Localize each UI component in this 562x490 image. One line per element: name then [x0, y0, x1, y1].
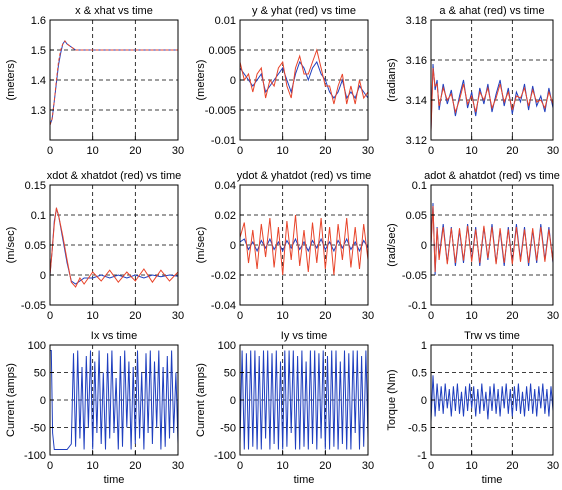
x-tick-label: 20	[129, 145, 142, 157]
chart-panel-8	[195, 330, 374, 486]
y-axis-label: (m/sec)	[195, 226, 207, 264]
x-tick-label: 30	[361, 460, 375, 472]
y-tick-label: 1.3	[30, 105, 46, 117]
chart-title: x & xhat vs time	[75, 5, 153, 17]
x-tick-label: 10	[276, 145, 289, 157]
x-tick-label: 0	[236, 145, 244, 157]
y-tick-label: -0.05	[401, 270, 427, 282]
y-tick-label: -0.5	[408, 422, 427, 435]
x-tick-label: 10	[86, 145, 99, 157]
y-tick-label: 3.14	[405, 95, 427, 107]
chart-panel-7	[5, 330, 184, 486]
x-tick-label: 30	[546, 310, 560, 322]
y-tick-label: -100	[213, 450, 236, 462]
chart-panel-2	[195, 5, 374, 157]
y-tick-label: -0.01	[210, 135, 236, 147]
chart-title: adot & ahatdot (red) vs time	[424, 170, 560, 182]
y-axis-label: (meters)	[5, 59, 17, 101]
series-line-2	[431, 68, 553, 132]
x-axis-label: time	[481, 474, 503, 486]
y-tick-label: 1.5	[30, 45, 46, 57]
x-tick-label: 30	[171, 460, 185, 472]
chart-panel-1	[5, 5, 184, 157]
x-tick-label: 20	[506, 145, 519, 157]
y-axis-label: (rad/sec)	[386, 223, 398, 267]
y-tick-label: 0	[229, 75, 236, 87]
x-axis-label: time	[293, 474, 315, 486]
y-tick-label: 0	[420, 240, 427, 252]
x-tick-label: 10	[86, 460, 99, 472]
x-tick-label: 0	[427, 310, 435, 322]
y-axis-label: Current (amps)	[195, 363, 207, 437]
x-tick-label: 0	[46, 460, 54, 472]
y-tick-label: 3.18	[405, 15, 427, 27]
y-tick-label: -0.04	[210, 300, 236, 312]
y-tick-label: 0	[39, 395, 46, 407]
chart-title: Ix vs time	[90, 330, 138, 342]
x-tick-label: 20	[506, 460, 519, 472]
y-tick-label: 0	[420, 395, 427, 407]
y-axis-label: (m/sec)	[5, 226, 17, 264]
chart-panel-9	[386, 330, 559, 486]
x-tick-label: 20	[319, 145, 332, 157]
x-tick-label: 20	[129, 310, 142, 322]
x-tick-label: 10	[86, 310, 99, 322]
x-tick-label: 10	[465, 145, 478, 157]
x-tick-label: 30	[361, 145, 375, 157]
y-tick-label: -0.05	[20, 300, 46, 312]
y-tick-label: 0.01	[214, 15, 236, 27]
x-tick-label: 10	[465, 460, 478, 472]
y-tick-label: 3.16	[405, 55, 427, 67]
y-tick-label: 0	[39, 270, 46, 282]
y-tick-label: 1.6	[30, 15, 46, 27]
y-tick-label: -50	[220, 422, 236, 435]
series-line-2	[50, 41, 178, 125]
y-tick-label: 0.04	[214, 180, 236, 192]
x-axis-label: time	[103, 474, 125, 486]
y-tick-label: -100	[23, 450, 46, 462]
y-axis-label: (meters)	[195, 59, 207, 101]
y-tick-label: -50	[30, 422, 46, 435]
x-tick-label: 0	[236, 310, 244, 322]
y-tick-label: -0.02	[210, 270, 236, 282]
chart-panel-6	[386, 170, 560, 322]
x-tick-label: 10	[465, 310, 478, 322]
x-tick-label: 0	[236, 460, 244, 472]
chart-panel-5	[195, 170, 374, 322]
x-tick-label: 20	[319, 310, 332, 322]
y-tick-label: 0.15	[24, 180, 46, 192]
series-line-1	[431, 375, 553, 422]
chart-title: y & yhat (red) vs time	[252, 5, 356, 17]
y-tick-label: 0.05	[405, 210, 427, 222]
plot-frame	[431, 20, 553, 140]
series-line-1	[431, 203, 553, 275]
series-line-2	[431, 206, 553, 272]
y-tick-label: 1	[420, 340, 427, 352]
chart-panel-3	[386, 5, 559, 157]
series-line-1	[50, 41, 178, 125]
y-tick-label: 50	[223, 367, 236, 380]
y-tick-label: 0.02	[214, 210, 236, 222]
x-tick-label: 30	[546, 460, 560, 472]
x-tick-label: 30	[171, 310, 185, 322]
y-tick-label: 100	[27, 340, 46, 352]
y-tick-label: 3.12	[405, 135, 427, 147]
chart-title: Trw vs time	[464, 330, 520, 342]
chart-title: a & ahat (red) vs time	[439, 5, 545, 17]
x-tick-label: 0	[46, 145, 54, 157]
chart-title: ydot & yhatdot (red) vs time	[236, 170, 372, 182]
y-tick-label: 0.1	[411, 180, 427, 192]
y-axis-label: Torque (Nm)	[386, 369, 398, 431]
x-tick-label: 20	[506, 310, 519, 322]
y-tick-label: 0.5	[411, 367, 427, 380]
plot-frame	[431, 345, 553, 455]
chart-title: Iy vs time	[280, 330, 328, 342]
x-tick-label: 30	[546, 145, 560, 157]
x-tick-label: 10	[276, 310, 289, 322]
y-tick-label: -0.005	[204, 105, 236, 117]
y-axis-label: (radians)	[386, 58, 398, 102]
y-tick-label: -0.1	[408, 300, 427, 312]
x-tick-label: 0	[46, 310, 54, 322]
y-tick-label: -1	[417, 450, 427, 462]
x-tick-label: 20	[129, 460, 142, 472]
y-axis-label: Current (amps)	[5, 363, 17, 437]
y-tick-label: 0	[229, 395, 236, 407]
x-tick-label: 30	[171, 145, 185, 157]
y-tick-label: 0	[229, 240, 236, 252]
x-tick-label: 0	[427, 145, 435, 157]
chart-panel-4	[5, 170, 184, 322]
y-tick-label: 1.4	[30, 75, 46, 87]
y-tick-label: 100	[217, 340, 236, 352]
y-tick-label: 50	[33, 367, 46, 380]
y-tick-label: 0.05	[24, 240, 46, 252]
x-tick-label: 0	[427, 460, 435, 472]
x-tick-label: 20	[319, 460, 332, 472]
x-tick-label: 10	[276, 460, 289, 472]
y-tick-label: 0.005	[208, 45, 236, 57]
chart-title: xdot & xhatdot (red) vs time	[46, 170, 182, 182]
y-tick-label: 0.1	[30, 210, 46, 222]
x-tick-label: 30	[361, 310, 375, 322]
